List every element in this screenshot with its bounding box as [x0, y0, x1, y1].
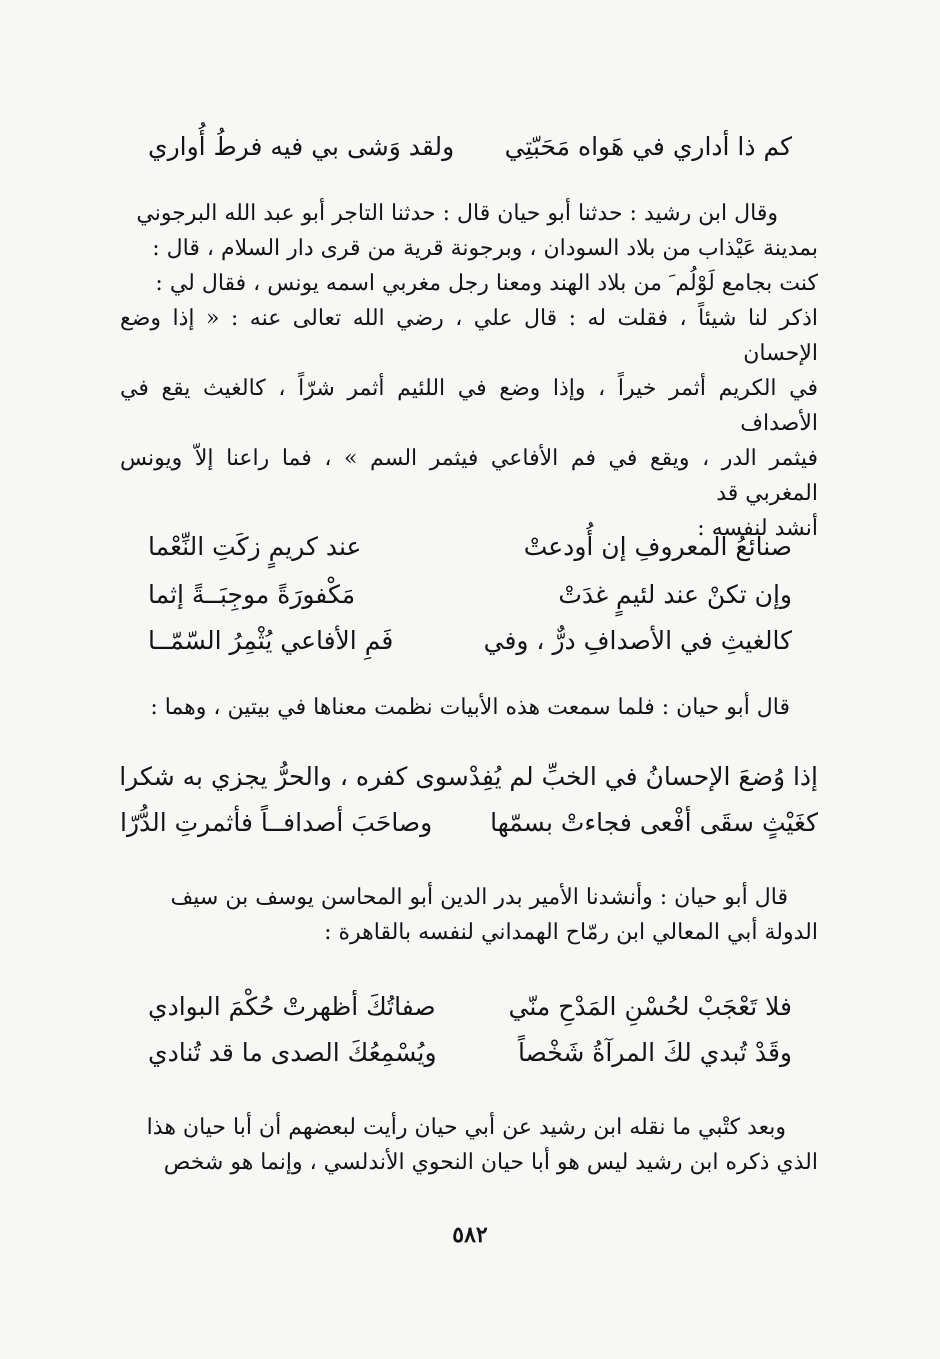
- verse-top-second-hemistich: ولقد وَشى بي فيه فرطُ أُواري: [148, 132, 455, 161]
- poem-3-verse-2-second: ويُسْمِعُكَ الصدى ما قد تُنادي: [148, 1038, 437, 1067]
- paragraph-2: [120, 880, 818, 950]
- poem-1-verse: [148, 532, 792, 561]
- poem-1-verse-3-first: كالغيثِ في الأصدافِ درٌّ ، وفي: [483, 626, 792, 655]
- poem-2-verse: [120, 762, 818, 791]
- paragraph-1: [120, 196, 818, 546]
- poem-1-verse-2-second: مَكْفورَةً موجِبَــةً إثما: [148, 580, 356, 609]
- poem-1-verse-1-second: عند كريمٍ زكَتِ النِّعْما: [148, 532, 362, 561]
- paragraph-2-line: قال أبو حيان : وأنشدنا الأمير بدر الدين أبو المحاسن يوسف بن سيف: [170, 885, 788, 910]
- paragraph-1-line: بمدينة عَيْذاب من بلاد السودان ، وبرجونة قرية من قرى دار السلام ، قال :: [152, 236, 818, 261]
- poem-2-verse: [120, 808, 818, 837]
- poem-3-verse-2-first: وقَدْ تُبدي لكَ المرآةُ شَخْصاً: [517, 1038, 792, 1067]
- paragraph-1-line: وقال ابن رشيد : حدثنا أبو حيان قال : حدثنا التاجر أبو عبد الله البرجوني: [136, 201, 778, 226]
- paragraph-1-line: في الكريم أثمر خيراً ، وإذا وضع في اللئيم أثمر شرّاً ، كالغيث يقع في الأصداف: [120, 376, 818, 436]
- page-number: ٥٨٢: [452, 1222, 488, 1248]
- paragraph-1-line: فيثمر الدر ، ويقع في فم الأفاعي فيثمر السم » ، فما راعنا إلاّ ويونس المغربي قد: [120, 446, 818, 506]
- paragraph-1-line: أنشد لنفسه :: [697, 516, 818, 541]
- paragraph-1-line: اذكر لنا شيئاً ، فقلت له : قال علي ، رضي الله تعالى عنه : « إذا وضع الإحسان: [120, 306, 818, 366]
- poem-1-verse-1-first: صنائعُ المعروفِ إن أُودعتْ: [523, 532, 792, 561]
- verse-top: [148, 132, 792, 161]
- verse-top-first-hemistich: كم ذا أداري في هَواه مَحَبّتِي: [504, 132, 792, 161]
- poem-3-verse-1-second: صفاتُكَ أظهرتْ حُكْمَ البوادي: [148, 992, 436, 1021]
- poem-1-verse: [148, 626, 792, 655]
- paragraph-2-line: الدولة أبي المعالي ابن رمّاح الهمداني لنفسه بالقاهرة :: [324, 920, 818, 945]
- abu-hayyan-line-text: قال أبو حيان : فلما سمعت هذه الأبيات نظمت معناها في بيتين ، وهما :: [150, 695, 790, 720]
- poem-1-verse: [148, 580, 792, 609]
- poem-3-verse: [148, 1038, 792, 1067]
- poem-2-verse-1-first: إذا وُضعَ الإحسانُ في الخبِّ لم يُفِدْ: [468, 762, 818, 791]
- paragraph-1-line: كنت بجامع لَوْلُم َ من بلاد الهند ومعنا رجل مغربي اسمه يونس ، فقال لي :: [155, 271, 818, 296]
- poem-2-verse-2-first: كغَيْثٍ سقَى أفْعى فجاءتْ بسمّها: [490, 808, 818, 837]
- poem-2-verse-1-second: سوى كفره ، والحرُّ يجزي به شكرا: [119, 762, 469, 791]
- poem-2-verse-2-second: وصاحَبَ أصدافــاً فأثمرتِ الدُّرّا: [120, 808, 433, 837]
- poem-3-verse-1-first: فلا تَعْجَبْ لحُسْنِ المَدْحِ منّي: [508, 992, 792, 1021]
- poem-3-verse: [148, 992, 792, 1021]
- abu-hayyan-line: [120, 690, 790, 725]
- paragraph-3-line: الذي ذكره ابن رشيد ليس هو أبا حيان النحوي الأندلسي ، وإنما هو شخص: [163, 1150, 818, 1175]
- poem-1-verse-3-second: فَمِ الأفاعي يُثْمِرُ السّمّــا: [148, 626, 394, 655]
- paragraph-3-line: وبعد كتْبي ما نقله ابن رشيد عن أبي حيان رأيت لبعضهم أن أبا حيان هذا: [146, 1115, 786, 1140]
- paragraph-3: [120, 1110, 818, 1180]
- poem-1-verse-2-first: وإن تكنْ عند لئيمٍ غدَتْ: [558, 580, 792, 609]
